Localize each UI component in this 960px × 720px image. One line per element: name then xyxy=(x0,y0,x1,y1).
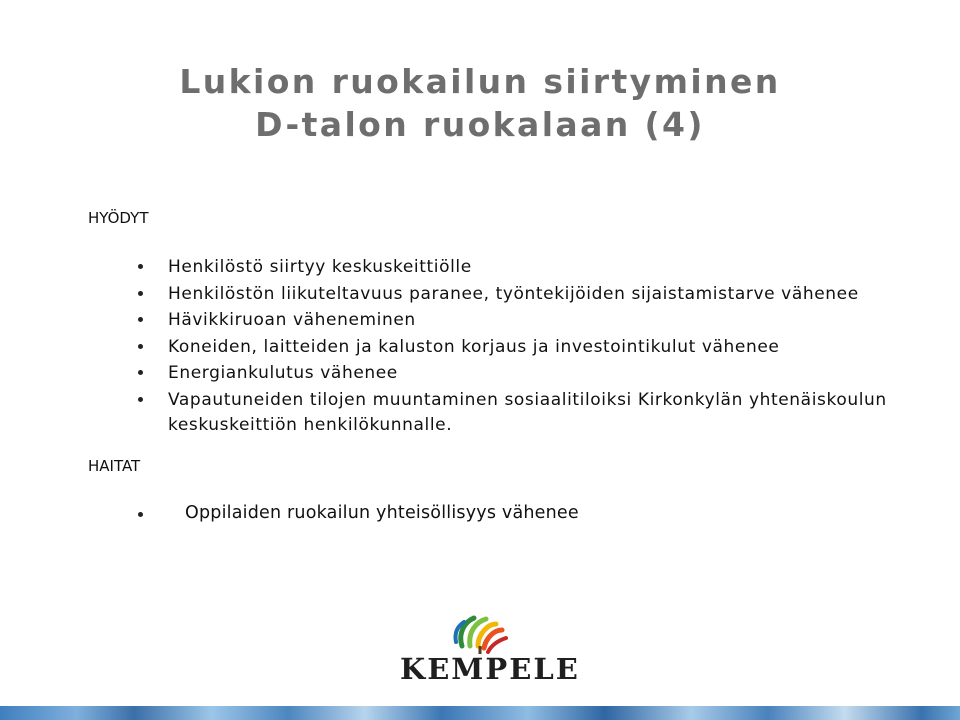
benefit-item xyxy=(168,360,928,387)
bullet-icon xyxy=(138,512,143,517)
benefit-item xyxy=(168,281,928,308)
benefit-item-text: Vapautuneiden tilojen muuntaminen sosiaalitiloiksi Kirkonkylän yhtenäiskoulun keskuskeittiön henkilökunnalle. xyxy=(168,389,887,435)
bullet-icon xyxy=(138,344,143,349)
benefit-item-text: Henkilöstö siirtyy keskuskeittiölle xyxy=(168,257,472,277)
benefit-item-text: Koneiden, laitteiden ja kaluston korjaus ja investointikulut vähenee xyxy=(168,336,780,357)
benefits-heading: HYÖDYT xyxy=(88,209,149,227)
bullet-icon xyxy=(138,397,143,402)
kempele-logo-text: KEMPELE xyxy=(400,652,580,686)
benefit-item xyxy=(168,334,928,361)
benefit-item xyxy=(168,307,928,334)
benefit-item xyxy=(168,254,928,281)
benefit-item xyxy=(168,387,928,438)
benefits-list xyxy=(168,254,928,438)
bullet-icon xyxy=(138,370,143,375)
benefit-item-text: Energiankulutus vähenee xyxy=(168,363,398,383)
benefit-item-text: Hävikkiruoan väheneminen xyxy=(168,310,416,330)
kempele-logo xyxy=(400,612,580,694)
benefit-item-text: Henkilöstön liikuteltavuus paranee, työntekijöiden sijaistamistarve vähenee xyxy=(168,283,859,304)
decorative-bottom-strip xyxy=(0,706,960,720)
drawbacks-heading: HAITAT xyxy=(88,457,141,475)
drawback-item-text: Oppilaiden ruokailun yhteisöllisyys vähenee xyxy=(185,503,579,523)
slide-title-line-2: D-talon ruokalaan (4) xyxy=(255,105,705,144)
drawbacks-list xyxy=(185,500,885,527)
bullet-icon xyxy=(138,264,143,269)
drawback-item xyxy=(185,500,885,527)
bullet-icon xyxy=(138,291,143,296)
tree-logo-icon xyxy=(400,612,560,654)
slide-title-line-1: Lukion ruokailun siirtyminen xyxy=(179,62,781,101)
bullet-icon xyxy=(138,317,143,322)
